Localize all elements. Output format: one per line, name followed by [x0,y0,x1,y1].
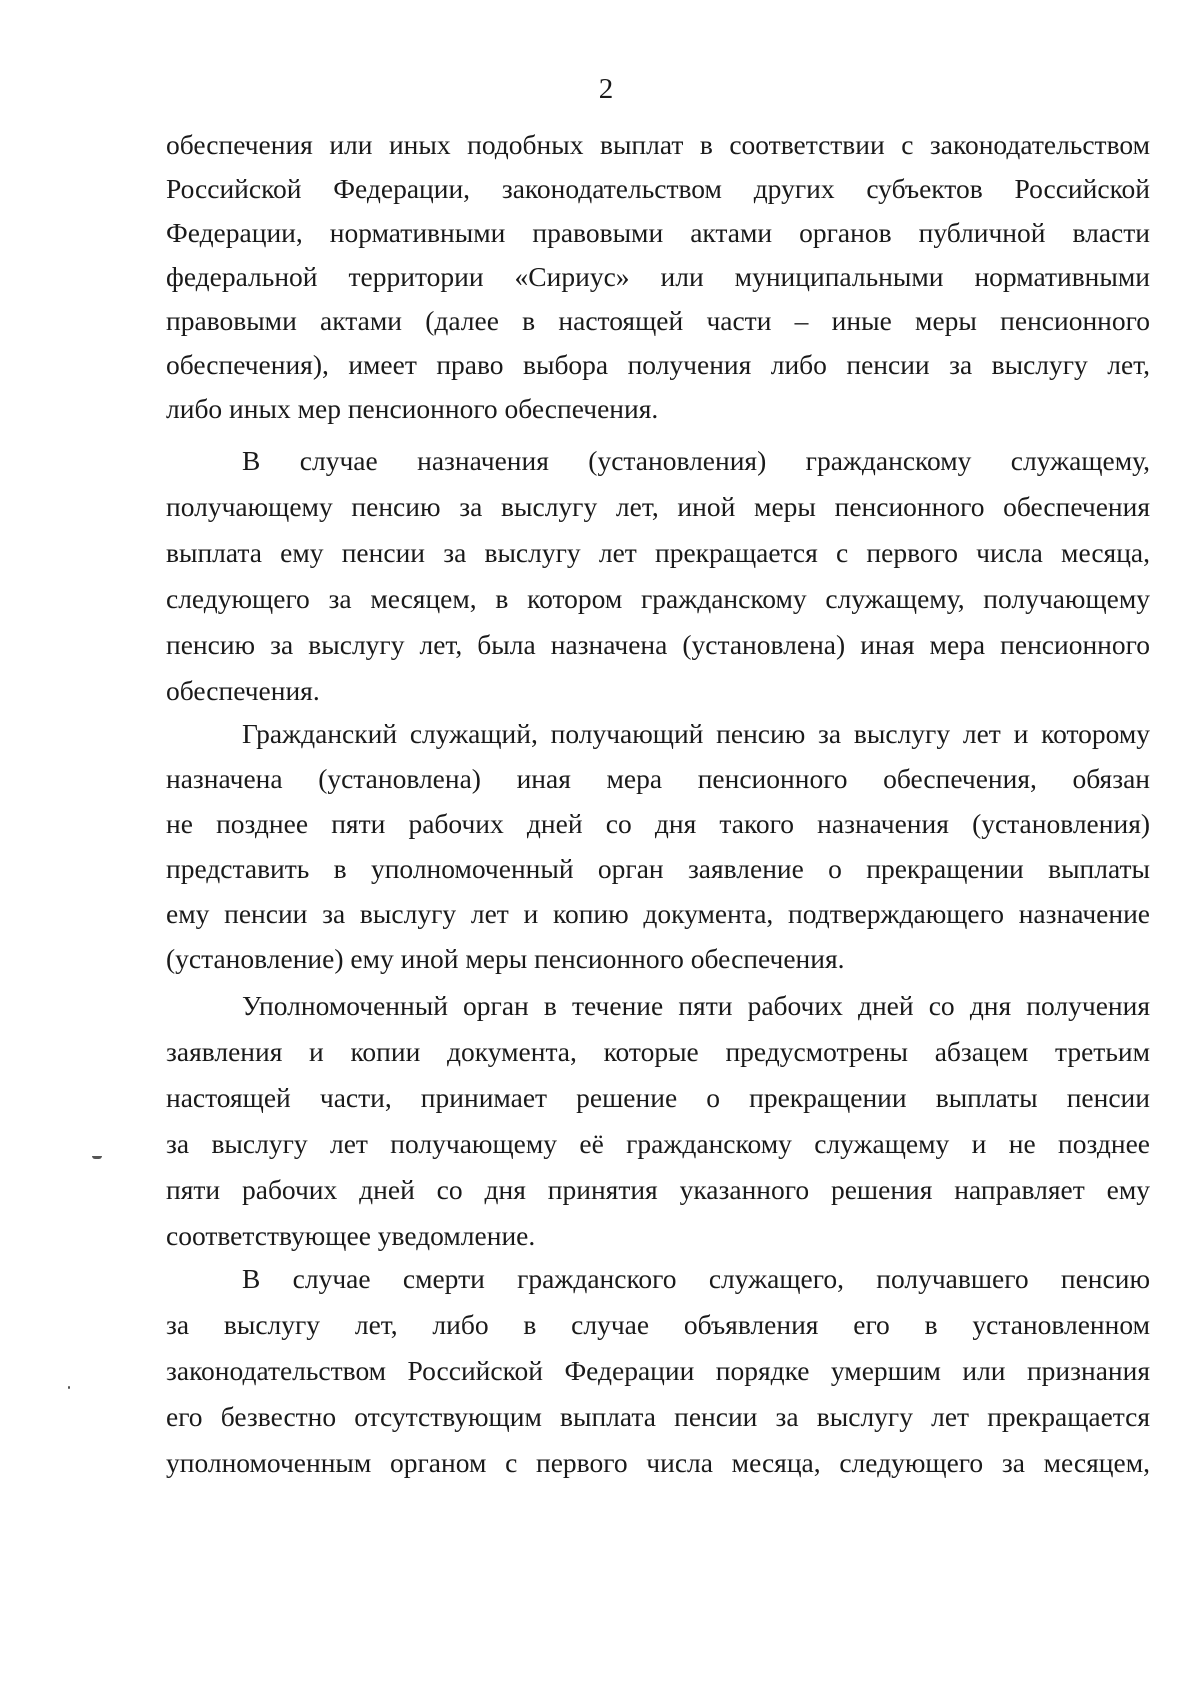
paragraph-line: уполномоченным органом с первого числа месяца, следующего за месяцем, [166,1447,1150,1478]
scan-speck [68,1386,70,1389]
paragraph-line: Гражданский служащий, получающий пенсию за выслугу лет и которому [242,718,1150,749]
paragraph-line: (установление) ему иной меры пенсионного обеспечения. [166,943,845,974]
paragraph-4 [166,989,1150,1253]
paragraph-line: назначена (установлена) иная мера пенсионного обеспечения, обязан [166,763,1150,794]
paragraph-line: получающему пенсию за выслугу лет, иной меры пенсионного обеспечения [166,491,1150,522]
paragraph-line: либо иных мер пенсионного обеспечения. [166,393,659,424]
paragraph-line: федеральной территории «Сириус» или муниципальными нормативными [166,261,1150,292]
paragraph-1 [166,128,1150,426]
paragraph-line: выплата ему пенсии за выслугу лет прекращается с первого числа месяца, [166,537,1150,568]
paragraph-line: не позднее пяти рабочих дней со дня такого назначения (установления) [166,808,1150,839]
paragraph-5 [166,1262,1150,1480]
paragraph-line: его безвестно отсутствующим выплата пенсии за выслугу лет прекращается [166,1401,1150,1432]
paragraph-line: обеспечения или иных подобных выплат в соответствии с законодательством [166,129,1150,160]
paragraph-line: Российской Федерации, законодательством других субъектов Российской [166,173,1150,204]
paragraph-line: за выслугу лет, либо в случае объявления его в установленном [166,1309,1150,1340]
paragraph-2 [166,444,1150,708]
paragraph-line: за выслугу лет получающему её гражданскому служащему и не позднее [166,1128,1150,1159]
paragraph-line: настоящей части, принимает решение о прекращении выплаты пенсии [166,1082,1150,1113]
paragraph-line: обеспечения), имеет право выбора получения либо пенсии за выслугу лет, [166,349,1150,380]
paragraph-line: Федерации, нормативными правовыми актами органов публичной власти [166,217,1150,248]
page-number: 2 [598,73,614,105]
paragraph-line: пенсию за выслугу лет, была назначена (установлена) иная мера пенсионного [166,629,1150,660]
paragraph-line: соответствующее уведомление. [166,1220,536,1251]
paragraph-line: пяти рабочих дней со дня принятия указанного решения направляет ему [166,1174,1150,1205]
paragraph-3 [166,717,1150,976]
paragraph-line: ему пенсии за выслугу лет и копию документа, подтверждающего назначение [166,898,1150,929]
paragraph-line: следующего за месяцем, в котором гражданскому служащему, получающему [166,583,1150,614]
paragraph-line: законодательством Российской Федерации порядке умершим или признания [166,1355,1150,1386]
paragraph-line: В случае назначения (установления) гражданскому служащему, [242,445,1150,476]
paragraph-line: В случае смерти гражданского служащего, получавшего пенсию [242,1263,1150,1294]
scan-speck [92,1156,102,1159]
paragraph-line: обеспечения. [166,675,320,706]
paragraph-line: представить в уполномоченный орган заявление о прекращении выплаты [166,853,1150,884]
paragraph-line: Уполномоченный орган в течение пяти рабочих дней со дня получения [242,990,1150,1021]
paragraph-line: заявления и копии документа, которые предусмотрены абзацем третьим [166,1036,1150,1067]
paragraph-line: правовыми актами (далее в настоящей части – иные меры пенсионного [166,305,1150,336]
